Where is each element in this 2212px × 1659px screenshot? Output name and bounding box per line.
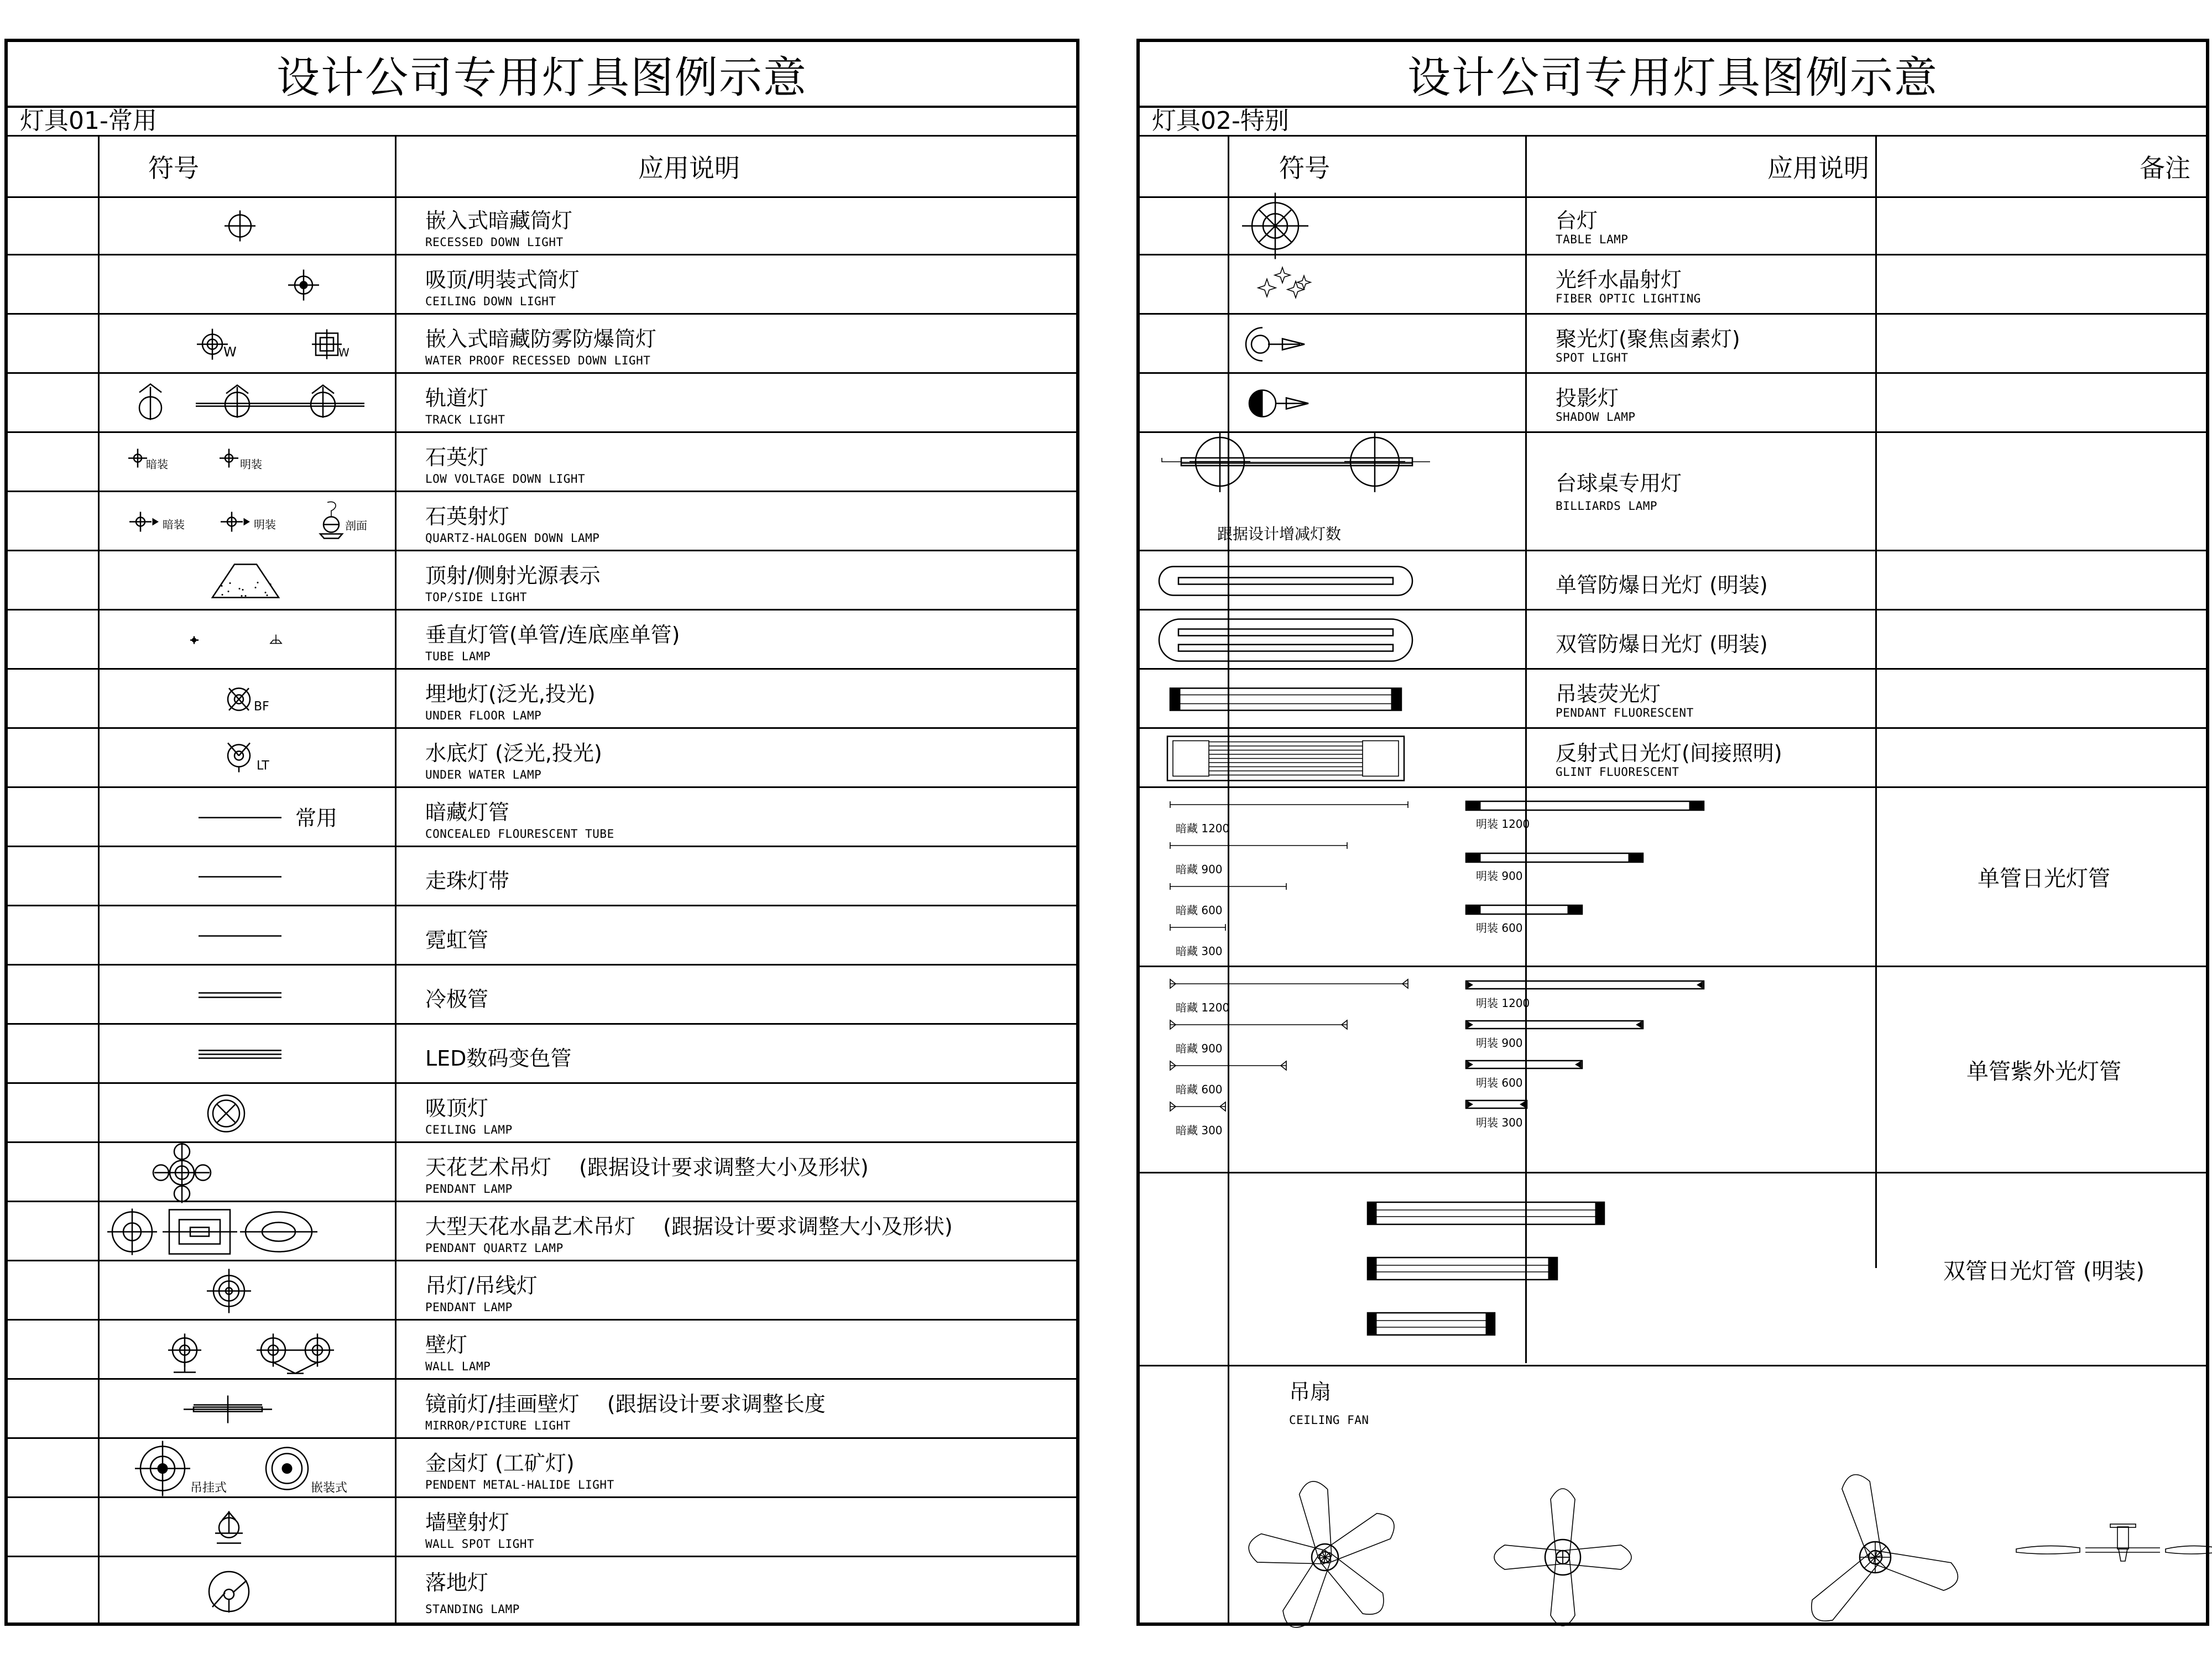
- left-symbol-cell: [8, 1084, 395, 1141]
- uv-tube-icon: [1140, 967, 1875, 1173]
- left-desc-cell: [395, 1025, 1075, 1082]
- left-desc-cn: 走珠灯带: [425, 869, 510, 893]
- left-desc-en: PENDANT QUARTZ LAMP: [425, 1241, 564, 1255]
- pendant-quartz-lamp-icon: [8, 1202, 395, 1261]
- left-legend-row: [8, 847, 1076, 906]
- left-symbol-cell: [8, 611, 395, 668]
- cold-cathode-tube-icon: [8, 966, 395, 1025]
- pendant-lamp-icon: [8, 1143, 395, 1202]
- left-legend-row: [8, 433, 1076, 492]
- right-desc-en: SPOT LIGHT: [1556, 351, 1629, 364]
- right-legend-row: [1140, 196, 2206, 255]
- right-desc-cn: 单管防爆日光灯 (明装): [1556, 573, 1768, 597]
- left-desc-cell: [395, 1202, 1075, 1260]
- left-legend-row: [8, 1202, 1076, 1261]
- right-desc-cell: [1525, 433, 1875, 550]
- left-desc-cell: [395, 847, 1075, 905]
- right-desc-en: PENDANT FLUORESCENT: [1556, 706, 1694, 719]
- left-desc-cn: 冷极管: [425, 987, 489, 1011]
- left-symbol-cell: [8, 1498, 395, 1556]
- left-desc-cn: 吸顶/明装式筒灯: [425, 268, 580, 292]
- right-legend-row: [1140, 433, 2206, 551]
- recessed-down-light-icon: [8, 196, 395, 255]
- left-legend-row: [8, 1143, 1076, 1202]
- left-sheet-title: 设计公司专用灯具图例示意: [8, 42, 1076, 108]
- left-symbol-cell: [8, 966, 395, 1023]
- left-desc-cell: [395, 670, 1075, 727]
- right-desc-cn: 吊装荧光灯: [1556, 682, 1661, 706]
- wall-spot-light-icon: [8, 1498, 395, 1557]
- left-desc-en: UNDER WATER LAMP: [425, 768, 542, 781]
- double-fluorescent-tube-icon: [1140, 1173, 1875, 1366]
- concealed-length-label: 暗藏 1200: [1176, 822, 1230, 835]
- surface-length-label: 明装 1200: [1476, 817, 1530, 831]
- left-legend-row: [8, 1439, 1076, 1498]
- left-desc-cell: [395, 196, 1075, 254]
- right-desc-cell: [1525, 670, 1875, 727]
- right-legend-row: [1140, 374, 2206, 433]
- left-symbol-cell: [8, 729, 395, 786]
- right-header-symbol: 符号: [1279, 153, 1330, 183]
- left-desc-cn: 金卤灯 (工矿灯): [425, 1451, 575, 1475]
- left-symbol-cell: [8, 315, 395, 372]
- right-legend-row: [1140, 670, 2206, 729]
- left-symbol-cell: [8, 847, 395, 905]
- symbol-label: 暗装: [146, 457, 168, 471]
- ceiling-fan-icon: [1140, 1366, 2212, 1626]
- metal-halide-lamp-icon: [8, 1439, 395, 1498]
- left-legend-row: [8, 1084, 1076, 1143]
- symbol-label: 暗装: [163, 518, 185, 531]
- right-legend-row: [1140, 551, 2206, 611]
- left-symbol-cell: [8, 1557, 395, 1626]
- left-legend-row: [8, 670, 1076, 729]
- left-desc-cn: 霓虹管: [425, 928, 489, 952]
- concealed-length-label: 暗藏 300: [1176, 1124, 1223, 1137]
- left-desc-en: CONCEALED FLOURESCENT TUBE: [425, 827, 614, 841]
- left-desc-cell: [395, 1557, 1075, 1626]
- left-legend-row: [8, 906, 1076, 966]
- left-desc-en: UNDER FLOOR LAMP: [425, 709, 542, 722]
- changyong-label: 常用: [295, 806, 338, 831]
- right-desc-cell: [1525, 729, 1875, 786]
- single-uv-tube-row: [1140, 967, 2206, 1173]
- left-desc-cn: 镜前灯/挂画壁灯 (跟据设计要求调整长度: [425, 1392, 826, 1416]
- tube-remark: 单管紫外光灯管: [1966, 1058, 2121, 1084]
- right-desc-cell: [1525, 374, 1875, 431]
- double-tube-symbol-cell: [1140, 1173, 1875, 1365]
- left-desc-cell: [395, 906, 1075, 964]
- left-desc-cn: 吊灯/吊线灯: [425, 1274, 538, 1298]
- concealed-tube-icon: [8, 788, 395, 847]
- right-table-header: [1140, 137, 2206, 198]
- left-header-symbol: 符号: [148, 153, 199, 183]
- right-desc-en: GLINT FLUORESCENT: [1556, 765, 1679, 779]
- left-desc-en: PENDENT METAL-HALIDE LIGHT: [425, 1478, 614, 1491]
- tube-lamp-icon: [8, 611, 395, 670]
- left-legend-row: [8, 729, 1076, 788]
- left-desc-en: CEILING LAMP: [425, 1123, 513, 1136]
- left-legend-row: [8, 315, 1076, 374]
- left-sheet-subtitle: 灯具01-常用: [8, 106, 1076, 137]
- left-desc-cn: 垂直灯管(单管/连底座单管): [425, 623, 680, 647]
- surface-length-label: 明装 1200: [1476, 997, 1530, 1010]
- concealed-length-label: 暗藏 1200: [1176, 1001, 1230, 1014]
- fluorescent-tube-icon: [1140, 788, 1875, 967]
- concealed-length-label: 暗藏 600: [1176, 904, 1223, 917]
- symbol-label: 明装: [240, 457, 262, 471]
- left-desc-en: TUBE LAMP: [425, 650, 491, 663]
- fiber-optic-light-icon: [1140, 255, 1525, 315]
- left-symbol-cell: [8, 670, 395, 727]
- left-legend-row: [8, 788, 1076, 847]
- right-legend-row: [1140, 729, 2206, 788]
- left-legend-row: [8, 1380, 1076, 1439]
- left-symbol-cell: [8, 1439, 395, 1496]
- right-sheet-subtitle: 灯具02-特别: [1140, 106, 2206, 137]
- left-desc-en: MIRROR/PICTURE LIGHT: [425, 1419, 571, 1432]
- right-desc-cell: [1525, 611, 1875, 668]
- right-symbol-cell: [1140, 374, 1525, 431]
- left-symbol-cell: [8, 1202, 395, 1260]
- quartz-halogen-lamp-icon: [8, 492, 395, 551]
- left-desc-en: WALL LAMP: [425, 1360, 491, 1373]
- left-desc-cn: LED数码变色管: [425, 1046, 572, 1071]
- left-desc-en: TOP/SIDE LIGHT: [425, 591, 528, 604]
- left-desc-cell: [395, 492, 1075, 550]
- left-desc-cn: 水底灯 (泛光,投光): [425, 741, 602, 765]
- ceiling-down-light-icon: [8, 255, 395, 315]
- right-desc-cn: 台球桌专用灯: [1556, 471, 1682, 495]
- ceiling-fan-cn: 吊扇: [1289, 1380, 1332, 1404]
- left-desc-cell: [395, 433, 1075, 491]
- left-desc-cn: 轨道灯: [425, 386, 489, 410]
- surface-length-label: 明装 900: [1476, 869, 1523, 883]
- top-side-light-icon: [8, 551, 395, 611]
- wall-lamp-icon: [8, 1321, 395, 1380]
- left-desc-cell: [395, 729, 1075, 786]
- surface-length-label: 明装 300: [1476, 1116, 1523, 1129]
- under-floor-lamp-icon: [8, 670, 395, 729]
- concealed-length-label: 暗藏 600: [1176, 1083, 1223, 1096]
- right-legend-row: [1140, 611, 2206, 670]
- left-desc-cn: 天花艺术吊灯 (跟据设计要求调整大小及形状): [425, 1155, 869, 1180]
- left-desc-cell: [395, 315, 1075, 372]
- left-desc-cell: [395, 611, 1075, 668]
- left-legend-row: [8, 196, 1076, 255]
- mirror-light-icon: [8, 1380, 395, 1439]
- left-legend-row: [8, 1321, 1076, 1380]
- right-desc-cn: 聚光灯(聚焦卤素灯): [1556, 327, 1740, 351]
- right-symbol-cell: [1140, 255, 1525, 313]
- left-symbol-cell: [8, 906, 395, 964]
- track-light-icon: [8, 374, 395, 433]
- left-desc-en: RECESSED DOWN LIGHT: [425, 236, 564, 249]
- right-symbol-cell: [1140, 611, 1525, 668]
- fan-symbol-cell: [1140, 1366, 2212, 1626]
- symbol-label: 吊挂式: [190, 1481, 227, 1495]
- left-legend-row: [8, 255, 1076, 315]
- left-symbol-cell: [8, 255, 395, 313]
- right-desc-en: TABLE LAMP: [1556, 233, 1629, 246]
- left-desc-cell: [395, 1143, 1075, 1201]
- left-symbol-cell: [8, 1261, 395, 1319]
- ceiling-fan-row: [1140, 1366, 2206, 1626]
- tube-symbol-cell: [1140, 788, 1875, 966]
- left-desc-cell: [395, 1498, 1075, 1556]
- under-water-lamp-icon: [8, 729, 395, 788]
- surface-length-label: 明装 600: [1476, 921, 1523, 935]
- bead-strip-icon: [8, 847, 395, 906]
- left-symbol-cell: [8, 196, 395, 254]
- pendant-fluorescent-icon: [1140, 670, 1525, 729]
- left-legend-row: [8, 1025, 1076, 1084]
- table-lamp-icon: [1140, 196, 1525, 255]
- tube-remark: 单管日光灯管: [1978, 866, 2110, 891]
- left-legend-row: [8, 611, 1076, 670]
- left-desc-en: STANDING LAMP: [425, 1603, 520, 1616]
- left-symbol-cell: [8, 433, 395, 491]
- right-header-remark: 备注: [2140, 153, 2190, 183]
- billiards-note: 跟据设计增减灯数: [1217, 525, 1342, 543]
- waterproof-down-light-icon: [8, 315, 395, 374]
- left-desc-cn: 石英灯: [425, 445, 489, 469]
- concealed-length-label: 暗藏 900: [1176, 1042, 1223, 1055]
- right-legend-sheet: [1136, 39, 2209, 1626]
- surface-length-label: 明装 900: [1476, 1036, 1523, 1050]
- shadow-lamp-icon: [1140, 374, 1525, 433]
- left-desc-en: CEILING DOWN LIGHT: [425, 295, 556, 308]
- left-desc-en: TRACK LIGHT: [425, 413, 505, 426]
- symbol-label: W: [338, 346, 349, 359]
- left-symbol-cell: [8, 1143, 395, 1201]
- left-desc-cell: [395, 966, 1075, 1023]
- left-desc-cell: [395, 1380, 1075, 1437]
- symbol-label: BF: [254, 700, 269, 714]
- left-desc-en: WATER PROOF RECESSED DOWN LIGHT: [425, 354, 651, 367]
- double-tube-row: [1140, 1173, 2206, 1366]
- right-header-desc: 应用说明: [1767, 153, 1869, 183]
- right-symbol-cell: [1140, 729, 1525, 786]
- left-desc-cell: [395, 1321, 1075, 1378]
- symbol-label: 剖面: [345, 519, 367, 533]
- right-sheet-title: 设计公司专用灯具图例示意: [1140, 42, 2206, 108]
- left-symbol-cell: [8, 492, 395, 550]
- right-desc-cell: [1525, 315, 1875, 372]
- right-desc-cell: [1525, 196, 1875, 254]
- left-legend-row: [8, 1557, 1076, 1626]
- right-desc-cn: 光纤水晶射灯: [1556, 268, 1682, 292]
- neon-tube-icon: [8, 906, 395, 966]
- left-desc-cn: 大型天花水晶艺术吊灯 (跟据设计要求调整大小及形状): [425, 1214, 953, 1239]
- right-desc-cell: [1525, 551, 1875, 609]
- left-desc-en: WALL SPOT LIGHT: [425, 1537, 535, 1551]
- left-desc-cn: 埋地灯(泛光,投光): [425, 682, 596, 706]
- led-tube-icon: [8, 1025, 395, 1084]
- billiards-lamp-icon: [1140, 433, 1525, 551]
- left-desc-cell: [395, 1439, 1075, 1496]
- left-symbol-cell: [8, 1321, 395, 1378]
- left-legend-sheet: [4, 39, 1079, 1626]
- left-desc-cn: 石英射灯: [425, 504, 510, 529]
- surface-length-label: 明装 600: [1476, 1076, 1523, 1089]
- left-desc-en: QUARTZ-HALOGEN DOWN LAMP: [425, 531, 600, 545]
- left-desc-cell: [395, 255, 1075, 313]
- right-desc-en: BILLIARDS LAMP: [1556, 499, 1658, 513]
- tube-symbol-cell: [1140, 967, 1875, 1172]
- left-symbol-cell: [8, 1025, 395, 1082]
- double-explosion-proof-lamp-icon: [1140, 611, 1525, 670]
- left-symbol-cell: [8, 551, 395, 609]
- ceiling-lamp-icon: [8, 1084, 395, 1143]
- left-desc-en: PENDANT LAMP: [425, 1301, 513, 1314]
- right-desc-cell: [1525, 255, 1875, 313]
- right-symbol-cell: [1140, 433, 1525, 550]
- left-desc-en: PENDANT LAMP: [425, 1182, 513, 1196]
- left-desc-cell: [395, 788, 1075, 846]
- left-desc-en: LOW VOLTAGE DOWN LIGHT: [425, 472, 586, 486]
- left-desc-cn: 顶射/侧射光源表示: [425, 564, 601, 588]
- left-desc-cn: 嵌入式暗藏筒灯: [425, 208, 573, 233]
- left-desc-cn: 吸顶灯: [425, 1096, 489, 1120]
- single-fluorescent-tube-row: [1140, 788, 2206, 967]
- left-header-desc: 应用说明: [638, 153, 740, 183]
- left-legend-row: [8, 1261, 1076, 1321]
- left-desc-cn: 嵌入式暗藏防雾防爆筒灯: [425, 327, 657, 351]
- left-desc-cn: 壁灯: [425, 1333, 468, 1357]
- right-desc-en: FIBER OPTIC LIGHTING: [1556, 292, 1701, 305]
- left-symbol-cell: [8, 1380, 395, 1437]
- concealed-length-label: 暗藏 300: [1176, 945, 1223, 958]
- right-legend-row: [1140, 255, 2206, 315]
- right-symbol-cell: [1140, 315, 1525, 372]
- double-tube-remark: 双管日光灯管 (明装): [1943, 1258, 2145, 1284]
- right-legend-row: [1140, 315, 2206, 374]
- standing-lamp-icon: [8, 1557, 395, 1626]
- left-symbol-cell: [8, 788, 395, 846]
- symbol-label: W: [223, 344, 237, 360]
- left-desc-cell: [395, 1261, 1075, 1319]
- left-legend-row: [8, 966, 1076, 1025]
- left-legend-row: [8, 551, 1076, 611]
- right-desc-cn: 投影灯: [1556, 386, 1619, 410]
- left-symbol-cell: [8, 374, 395, 431]
- right-desc-cn: 台灯: [1556, 208, 1598, 233]
- concealed-length-label: 暗藏 900: [1176, 863, 1223, 876]
- left-table-header: [8, 137, 1076, 198]
- left-legend-row: [8, 1498, 1076, 1557]
- ceiling-fan-en: CEILING FAN: [1289, 1413, 1369, 1427]
- pendant-wire-lamp-icon: [8, 1261, 395, 1321]
- right-desc-cn: 反射式日光灯(间接照明): [1556, 741, 1782, 765]
- right-symbol-cell: [1140, 551, 1525, 609]
- left-legend-row: [8, 374, 1076, 433]
- left-legend-row: [8, 492, 1076, 551]
- left-desc-cn: 落地灯: [425, 1571, 489, 1595]
- symbol-label: 嵌装式: [311, 1481, 348, 1495]
- right-desc-cn: 双管防爆日光灯 (明装): [1556, 632, 1768, 656]
- glint-fluorescent-icon: [1140, 729, 1525, 788]
- left-desc-cell: [395, 551, 1075, 609]
- right-symbol-cell: [1140, 670, 1525, 727]
- left-desc-cn: 墙壁射灯: [425, 1510, 510, 1535]
- left-desc-cell: [395, 374, 1075, 431]
- right-symbol-cell: [1140, 196, 1525, 254]
- low-voltage-light-icon: [8, 433, 395, 492]
- left-desc-cell: [395, 1084, 1075, 1141]
- symbol-label: LT: [257, 759, 269, 773]
- symbol-label: 明装: [254, 518, 276, 531]
- left-desc-cn: 暗藏灯管: [425, 800, 510, 825]
- single-explosion-proof-lamp-icon: [1140, 551, 1525, 611]
- right-desc-en: SHADOW LAMP: [1556, 410, 1636, 424]
- spot-light-icon: [1140, 315, 1525, 374]
